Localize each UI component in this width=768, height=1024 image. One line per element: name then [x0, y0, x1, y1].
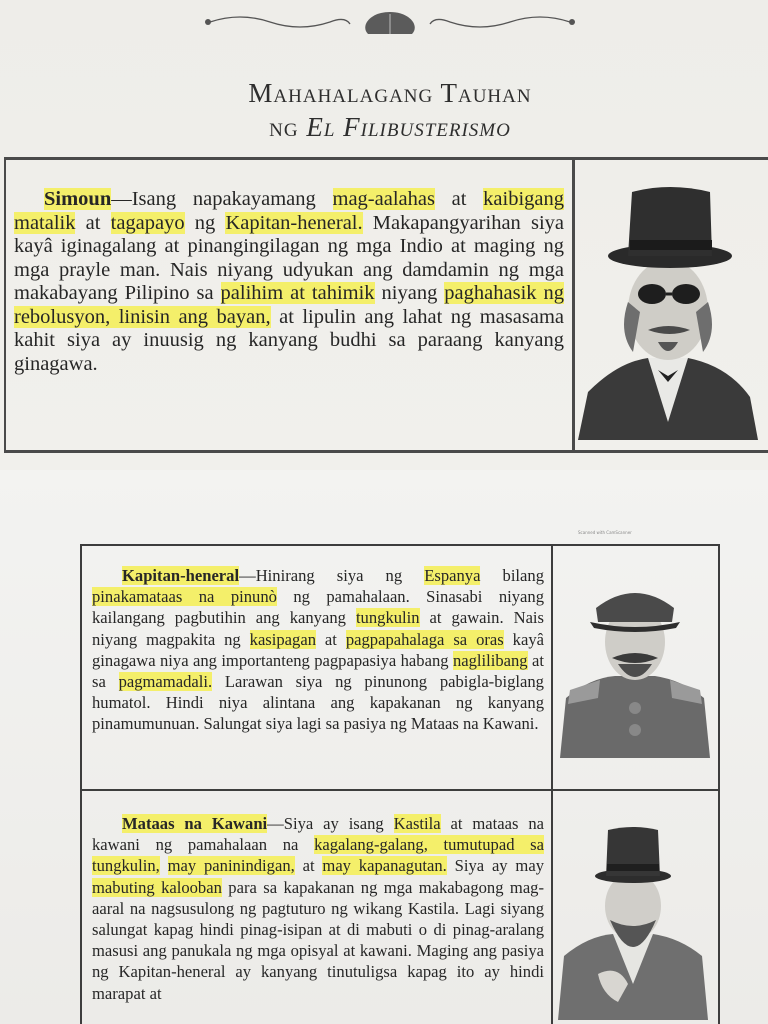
highlight: Kastila [393, 814, 441, 833]
simoun-description: Simoun—Isang napakayamang mag-aalahas at kaibigang matalik at tagapayo ng Kapitan-heneral. Makapangyarihan siya kayâ iginagalang at pinangingilagan ng mga Indio at maging ng mga prayle man. Nais niyang udyukan ang damdamin ng mga makabayang Pilipino sa palihim at tahimik niyang paghahasik ng rebolusyon, linisin ang bayan, at lipulin ang lahat ng masasama kahit siya ay inuusig ng kanyang budhi sa paraang kanyang ginagawa. [14, 188, 565, 375]
card-divider [572, 160, 575, 450]
highlight: pagpapahalaga sa oras [345, 629, 504, 649]
highlight: tungkulin [355, 608, 420, 628]
highlight: Kapitan-heneral. [225, 211, 363, 234]
character-name: Simoun [44, 188, 112, 210]
highlight: tagapayo [110, 211, 185, 234]
column-divider [551, 546, 553, 1024]
highlight: pinakamataas na pinunò [92, 587, 277, 607]
highlight: naglilibang [452, 650, 528, 670]
highlight: pagmamadali. [118, 672, 213, 692]
simoun-portrait-icon [578, 182, 758, 440]
highlight: kagalang-galang, tumutupad sa tungkulin, [92, 835, 544, 876]
highlight: kasipagan [249, 629, 316, 649]
row-divider [82, 789, 718, 791]
highlight: palihim at tahimik [220, 282, 375, 304]
page-title [150, 76, 630, 144]
highlight: mag-aalahas [332, 188, 435, 210]
highlight: kaibigang matalik [14, 188, 565, 234]
kapitan-heneral-description: Kapitan-heneral—Hinirang siya ng Espanya bilang pinakamataas na pinunò ng pamahalaan. Sinasabi niyang kailangang pagbutihin ang kanyang tungkulin at gawain. Nais niyang magpakita ng kasipagan at pagpapahalaga sa oras kayâ ginagawa niya ang importanteng pagpapasiya habang naglilibang at sa pagmamadali. Larawan siya ng pinunong pabigla-biglang humatol. Hindi niya alintana ang kapakanan ng kanyang pinamumunuan. Salungat siya lagi sa pasiya ng Mataas na Kawani. [92, 566, 545, 734]
title-line-2: ng El Filibusterismo [269, 112, 511, 142]
character-name: Kapitan-heneral [122, 566, 240, 585]
highlight: may kapanagutan. [322, 856, 447, 876]
character-name: Mataas na Kawani [122, 814, 268, 833]
mataas-na-kawani-portrait-icon [558, 824, 708, 1020]
ornament-icon [200, 8, 580, 38]
title-line-1: Mahahalagang Tauhan [248, 78, 532, 108]
mataas-na-kawani-description: Mataas na Kawani—Siya ay isang Kastila at mataas na kawani ng pamahalaan na kagalang-galang, tumutupad sa tungkulin, may paninindigan, at may kapanagutan. Siya ay may mabuting kalooban para sa kapakanan ng mga makabagong mag-aaral na nagsusulong ng pagtuturo ng wikang Kastila. Lagi siyang salungat kapag hindi pinag-isipan at di mabuti o di pinag-aralang masusi ang panukala ng mga opisyal at kawani. Maging ang pasiya ng Kapitan-heneral ay kanyang tinutuligsa kapag ito ay hindi marapat at [92, 814, 545, 1003]
highlight: Espanya [424, 566, 481, 585]
highlight: may paninindigan, [167, 856, 295, 876]
kapitan-heneral-portrait-icon [560, 578, 710, 758]
highlight: mabuting kalooban [92, 877, 222, 897]
scanner-watermark: Scanned with CamScanner [578, 530, 632, 535]
highlight: paghahasik ng rebolusyon, linisin ang bayan, [14, 282, 564, 328]
